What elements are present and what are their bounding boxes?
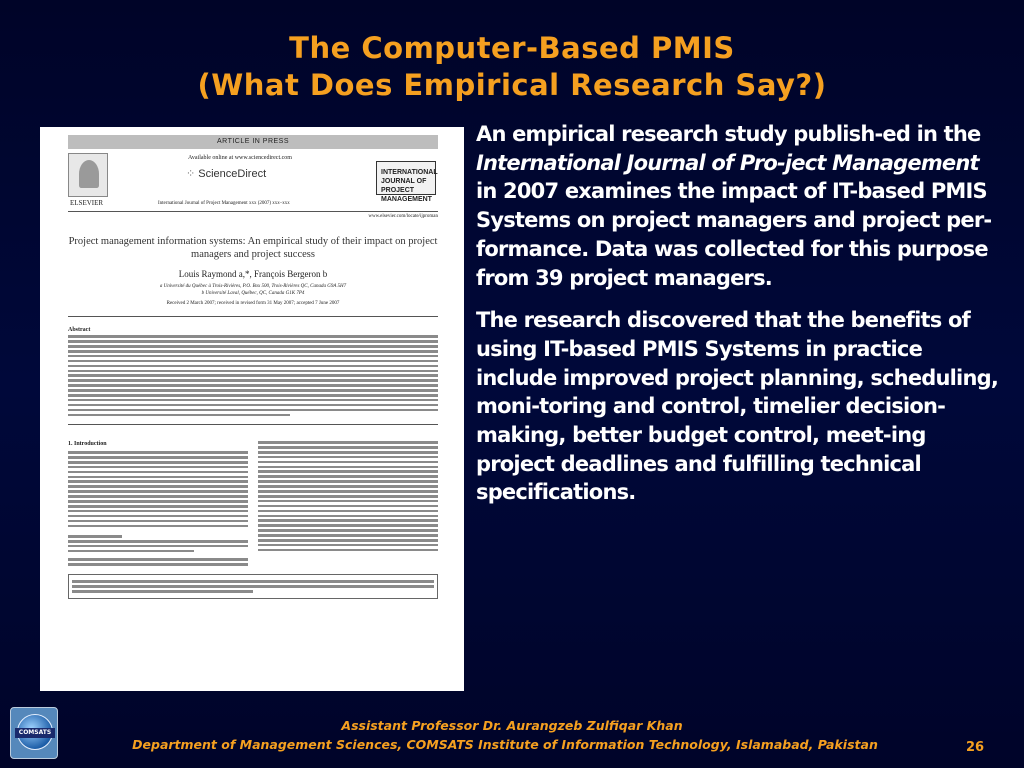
sciencedirect-logo: ⁘ ScienceDirect <box>186 167 266 180</box>
paragraph-2: The research discovered that the benefits of using IT-based PMIS Systems in practice include improved project planning, scheduling, moni-toring and control, timelier decision-making, better budget control, meet-ing project deadlines and fulfilling technical specifications. <box>476 308 999 505</box>
slide-body <box>476 120 1002 507</box>
divider <box>68 424 438 425</box>
footer-author: Assistant Professor Dr. Aurangzeb Zulfiqar Khan <box>341 718 683 733</box>
paper-affiliations <box>68 283 438 297</box>
journal-name: International Journal of Pro-ject Management <box>476 150 979 175</box>
left-column <box>68 429 248 568</box>
paper-image <box>40 127 464 691</box>
affiliation-b: b Université Laval, Québec, QC, Canada G1K 7P4 <box>201 291 305 296</box>
journal-logo: INTERNATIONAL JOURNAL OF PROJECT MANAGEMENT <box>376 161 436 195</box>
paragraph-1 <box>476 120 1002 292</box>
citation-box <box>68 574 438 599</box>
abstract-heading: Abstract <box>68 327 91 333</box>
section-heading: 1. Introduction <box>68 441 107 448</box>
affiliation-a: a Université du Québec à Trois-Rivières, P.O. Box 500, Trois-Rivières QC, Canada G9A 5H7 <box>159 284 347 289</box>
paper-body-columns <box>68 429 438 568</box>
available-online: Available online at www.sciencedirect.com <box>188 155 292 161</box>
publisher-name: ELSEVIER <box>70 199 104 207</box>
title-line-2: (What Does Empirical Research Say?) <box>197 68 827 102</box>
comsats-logo-icon <box>10 707 58 759</box>
paper-authors: Louis Raymond a,*, François Bergeron b <box>178 269 328 279</box>
elsevier-tree-icon <box>68 153 108 197</box>
journal-line: International Journal of Project Management xxx (2007) xxx–xxx <box>158 201 290 206</box>
article-in-press-banner: ARTICLE IN PRESS <box>68 135 438 149</box>
slide-title <box>0 30 1024 104</box>
paper-masthead <box>68 149 438 209</box>
divider <box>68 316 438 317</box>
right-column <box>258 429 438 568</box>
title-line-1: The Computer-Based PMIS <box>289 31 735 65</box>
paper-title: Project management information systems: An empirical study of their impact on project managers and project success <box>68 236 438 260</box>
paragraph-1-end: in 2007 examines the impact of IT-based PMIS Systems on project managers and project per-formance. Data was collected for this purpose from 39 project managers. <box>476 179 992 290</box>
paragraph-1-start: An empirical research study publish-ed in the <box>476 122 981 146</box>
logo-text: COMSATS <box>15 728 55 738</box>
divider <box>68 211 438 212</box>
page-number: 26 <box>966 740 985 755</box>
paper-received: Received 2 March 2007; received in revised form 31 May 2007; accepted 7 June 2007 <box>166 301 340 306</box>
abstract-text-lines <box>68 335 438 416</box>
footer-department: Department of Management Sciences, COMSATS Institute of Information Technology, Islamabad, Pakistan <box>132 737 878 752</box>
journal-web: www.elsevier.com/locate/ijproman <box>368 214 438 219</box>
